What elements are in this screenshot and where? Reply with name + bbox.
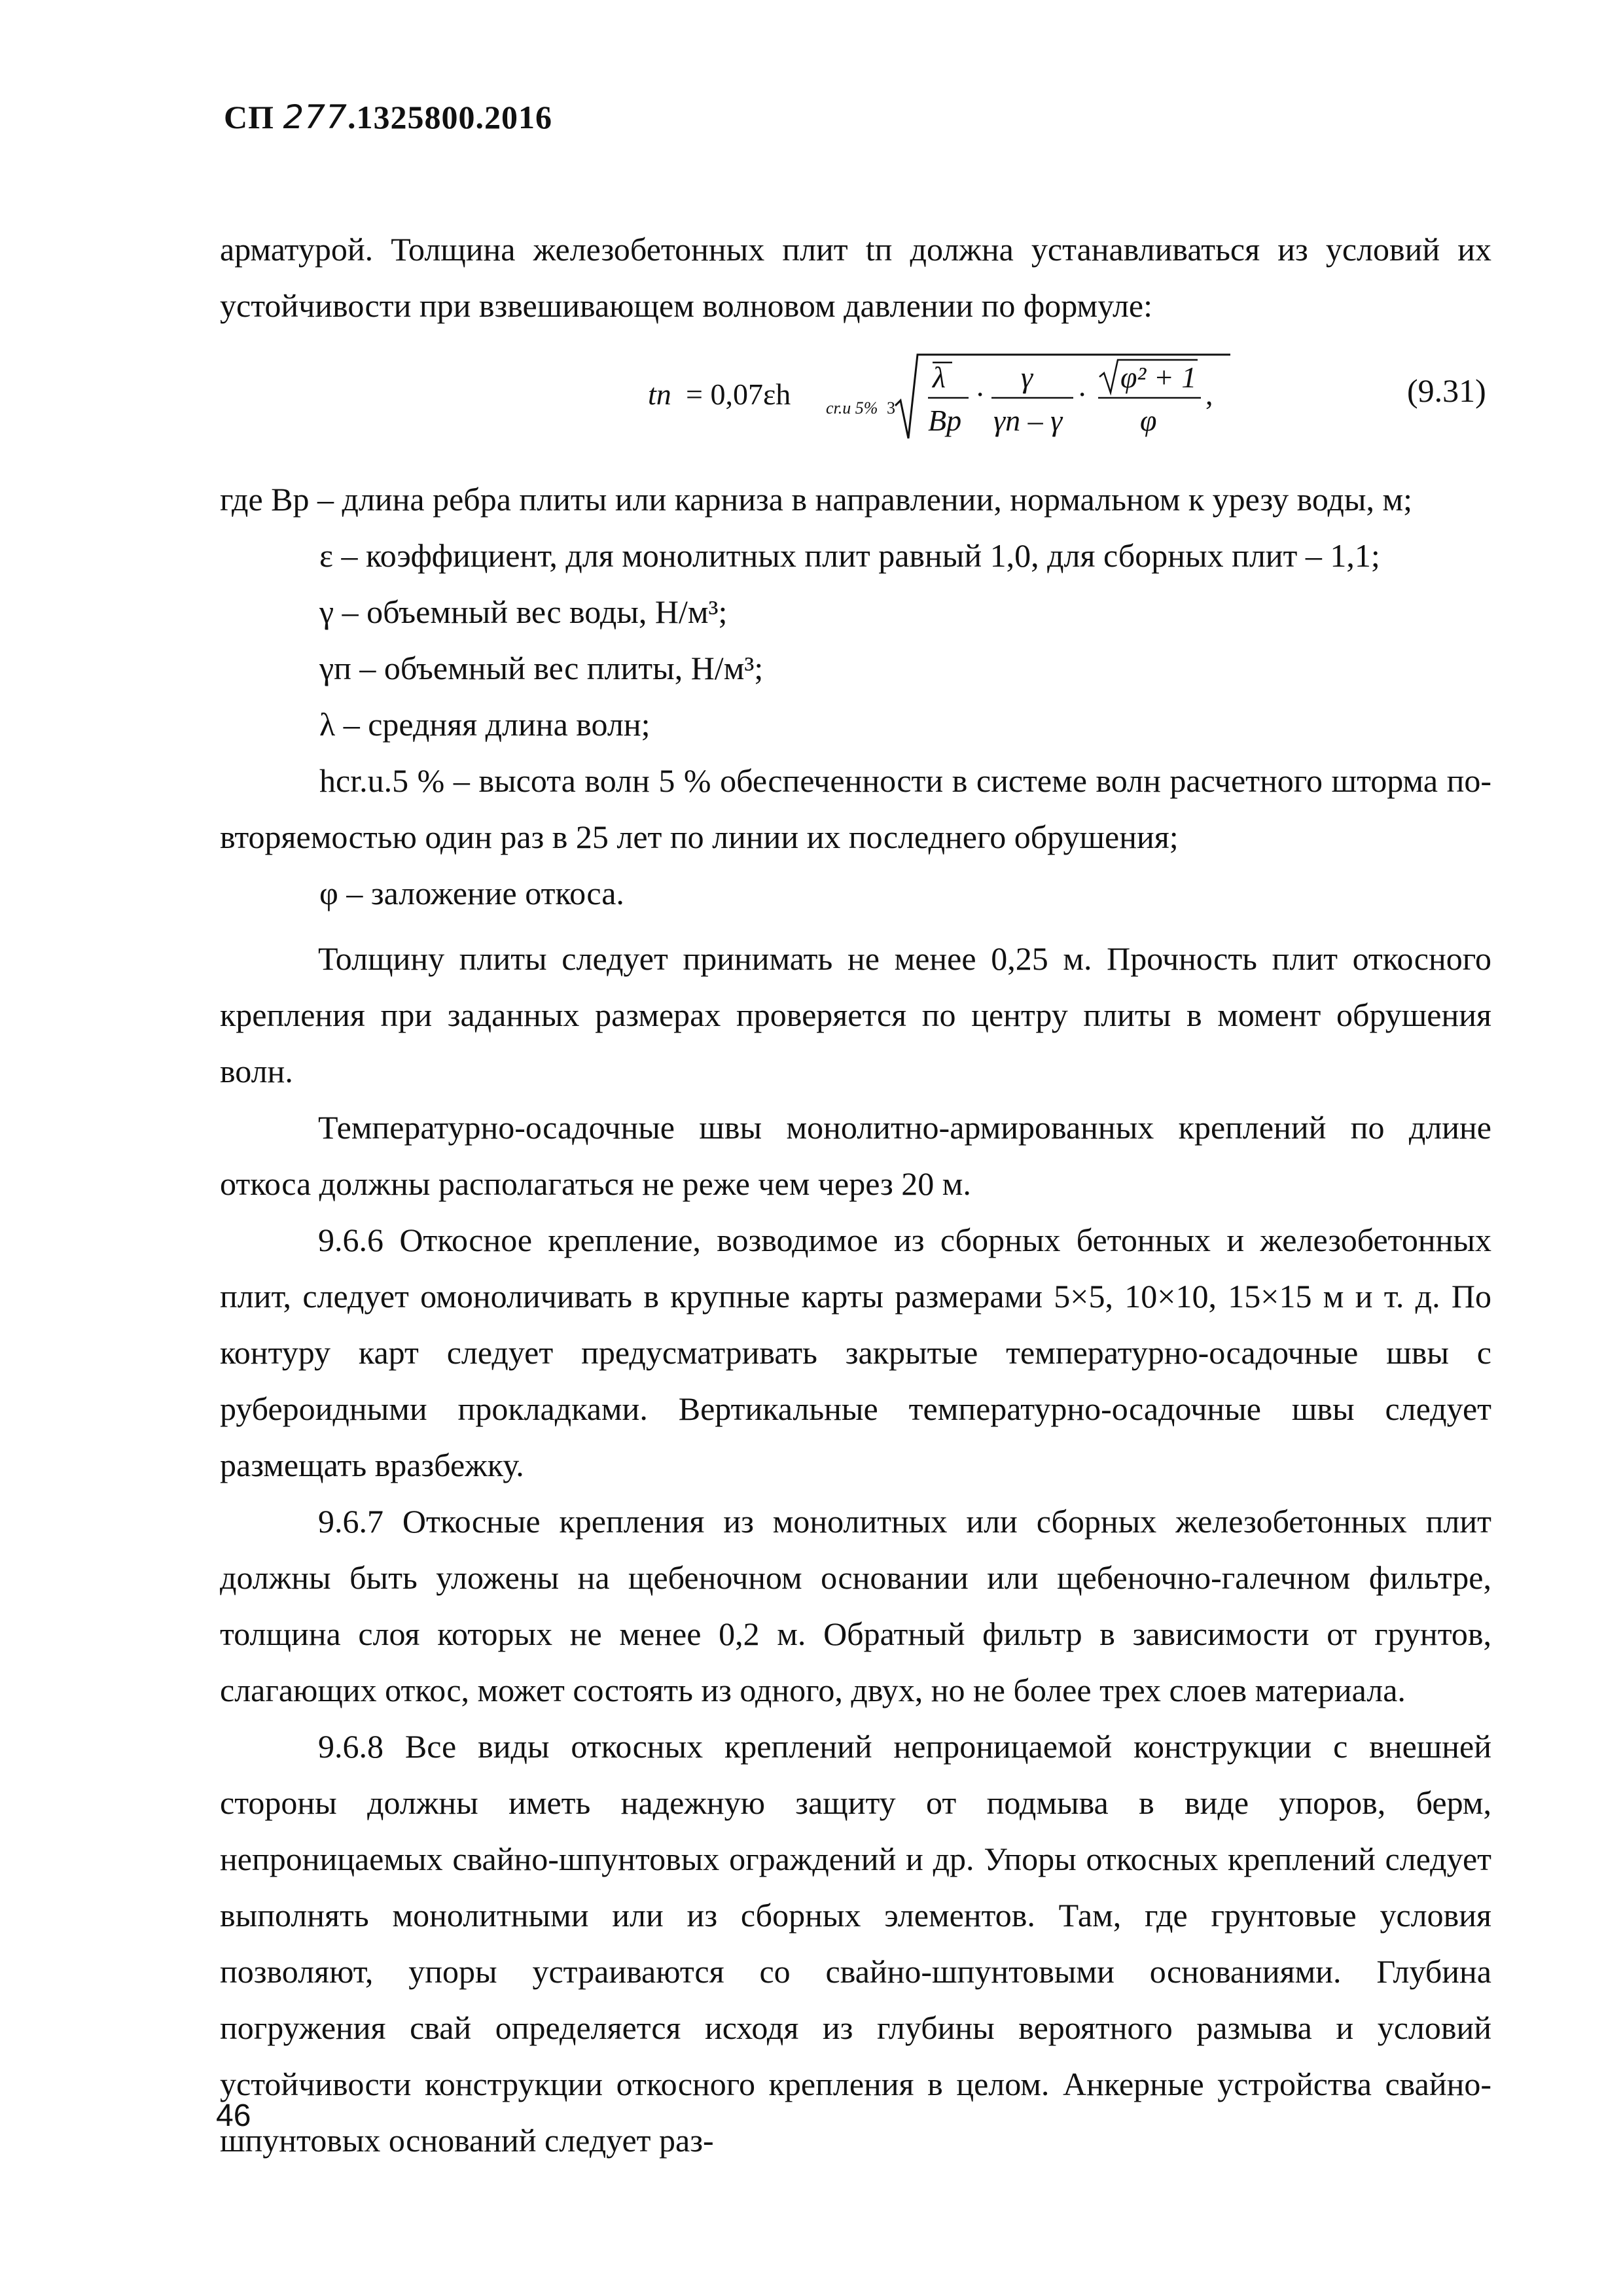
frac3-numerator: φ² + 1 xyxy=(1120,361,1197,394)
formula-coef-sub: cr.u 5% xyxy=(826,398,878,417)
header-handwritten-number: 277 xyxy=(283,98,348,136)
intro-line-1: арматурой. Толщина железобетонных плит tп должна устанавливаться из условий их xyxy=(220,231,1491,268)
paragraph-expansion-joints: Температурно-осадочные швы монолитно-армированных креплений по длине откоса должны располагаться не реже чем через 20 м. xyxy=(220,1109,1491,1202)
formula-coef: = 0,07εh xyxy=(686,378,791,411)
frac3-denominator: φ xyxy=(1140,404,1157,437)
def-bp: где Bp – длина ребра плиты или карниза в направлении, нормальном к урезу воды, м; xyxy=(220,481,1413,518)
paragraph-9-6-6: 9.6.6 Откосное крепление, возводимое из сборных бетонных и железобетонных плит, следует омоноличивать в крупные карты размерами 5×5, 10×10, 15×15 м и т. д. По контуру карт следует предусматривать закрытые температурно-осадочные швы с рубероидными прокладками. Вертикальные температурно-осадочные швы следует размещать вразбежку. xyxy=(220,1222,1491,1483)
header-prefix: СП xyxy=(224,99,274,135)
equation-number: (9.31) xyxy=(1407,372,1486,409)
def-lambda: λ – средняя длина волн; xyxy=(319,706,651,743)
frac2-numerator: γ xyxy=(1021,361,1033,394)
paragraph-9-6-7: 9.6.7 Откосные крепления из монолитных или сборных железобетонных плит должны быть уложены на щебеночном основании или щебеночно-галечном фильтре, толщина слоя которых не менее 0,2 м. Обратный фильтр в зависимости от грунтов, слагающих откос, может состоять из одного, двух, но не более трех слоев материала. xyxy=(220,1503,1491,1708)
header-suffix: .1325800.2016 xyxy=(347,99,552,135)
def-h-line-2: вторяемостью один раз в 25 лет по линии их последнего обрушения; xyxy=(220,819,1179,855)
svg-text:·: · xyxy=(975,378,986,411)
frac1-numerator: λ xyxy=(933,361,946,394)
svg-text:·: · xyxy=(1077,378,1088,411)
page-number: 46 xyxy=(216,2098,251,2133)
frac1-denominator: Bp xyxy=(928,404,962,437)
def-phi: φ – заложение откоса. xyxy=(319,875,624,911)
def-gamma: γ – объемный вес воды, Н/м³; xyxy=(319,593,728,630)
def-epsilon: ε – коэффициент, для монолитных плит равный 1,0, для сборных плит – 1,1; xyxy=(319,537,1380,574)
def-gamma-p: γп – объемный вес плиты, Н/м³; xyxy=(319,650,764,686)
formula-root-index: 3 xyxy=(887,398,895,417)
formula-9-31 xyxy=(648,340,1237,458)
paragraph-plate-thickness: Толщину плиты следует принимать не менее 0,25 м. Прочность плит откосного крепления при заданных размерах проверяется по центру плиты в момент обрушения волн. xyxy=(220,940,1491,1089)
frac2-denominator: γп – γ xyxy=(993,404,1063,437)
document-header xyxy=(224,98,552,136)
def-h-line-1: hcr.u.5 % – высота волн 5 % обеспеченности в системе волн расчетного шторма по- xyxy=(319,762,1491,799)
formula-tail: , xyxy=(1205,378,1213,411)
paragraph-9-6-8: 9.6.8 Все виды откосных креплений непроницаемой конструкции с внешней стороны должны иметь надежную защиту от подмыва в виде упоров, берм, непроницаемых свайно-шпунтовых ограждений и др. Упоры откосных креплений следует выполнять монолитными или из сборных элементов. Там, где грунтовые условия позволяют, упоры устраиваются со свайно-шпунтовыми основаниями. Глубина погружения свай определяется исходя из глубины вероятного размыва и условий устойчивости конструкции откосного крепления в целом. Анкерные устройства свайно-шпунтовых оснований следует раз- xyxy=(220,1728,1491,2159)
formula-lhs: tп xyxy=(648,378,671,411)
intro-line-2: устойчивости при взвешивающем волновом давлении по формуле: xyxy=(220,287,1152,324)
